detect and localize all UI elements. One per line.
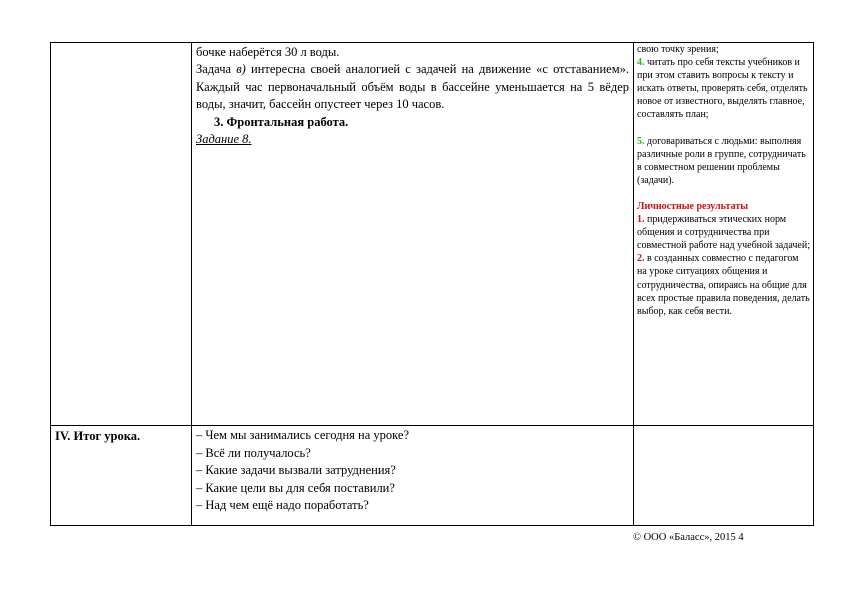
table-row xyxy=(51,43,814,426)
question-line: – Над чем ещё надо поработать? xyxy=(196,498,369,512)
task-letter: в) xyxy=(236,62,246,77)
personal-item-1: 1. придерживаться этических норм общения и сотрудничества при совместной работе над учебной задачей; xyxy=(637,214,810,252)
results-cell xyxy=(634,43,814,426)
results-cell-empty xyxy=(634,426,814,526)
lesson-table xyxy=(50,42,814,526)
personal-results-title: Личностные результаты xyxy=(637,200,749,212)
question-line: – Какие цели вы для себя поставили? xyxy=(196,480,395,495)
stage-title: IV. Итог урока. xyxy=(51,426,192,526)
table-row xyxy=(51,426,814,526)
text-line: бочке наберётся 30 л воды. xyxy=(196,45,340,59)
stage-cell-empty xyxy=(51,43,192,426)
question-line: – Какие задачи вызвали затруднения? xyxy=(196,463,396,477)
content-cell xyxy=(192,43,634,426)
task-v-paragraph: Задача в) интересна своей аналогией с задачей на движение «с отставанием». Каждый час первоначальный объём воды в бассейне уменьшается на 5 вёдер воды, значит, бассейн опустеет через 10 часов. xyxy=(196,62,629,112)
question-line: – Чем мы занимались сегодня на уроке? xyxy=(196,428,410,442)
task-8-label: Задание 8. xyxy=(196,132,252,147)
result-item-5: 5. договариваться с людьми: выполняя различные роли в группе, сотрудничать в совместном решении проблемы (задачи). xyxy=(637,135,806,186)
question-line: – Всё ли получалось? xyxy=(196,445,311,460)
page-footer: © ООО «Баласс», 2015 4 xyxy=(633,532,744,543)
questions-cell xyxy=(192,426,634,526)
personal-item-2: 2. в созданных совместно с педагогом на уроке ситуациях общения и сотрудничества, опираясь на общие для всех простые правила поведения, делать выбор, как себя вести. xyxy=(637,253,810,317)
text-line: свою точку зрения; xyxy=(637,44,719,55)
section-heading: 3. Фронтальная работа. xyxy=(214,114,349,129)
result-item-4: 4. читать про себя тексты учебников и при этом ставить вопросы к тексту и искать ответы, проверять себя, отделять новое от известного, выделять главное, составлять план; xyxy=(637,57,808,121)
